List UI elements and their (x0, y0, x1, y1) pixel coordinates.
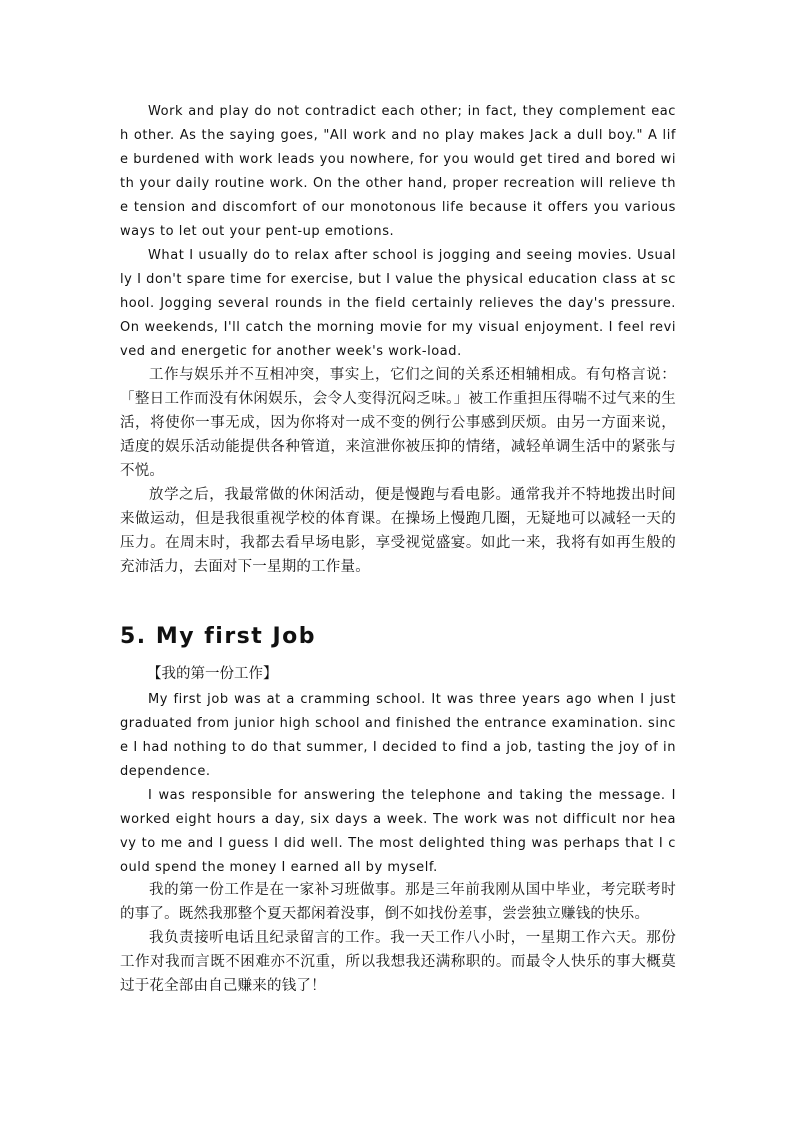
paragraph: 我负责接听电话且纪录留言的工作。我一天工作八小时，一星期工作六天。那份工作对我而言既不困难亦不沉重，所以我想我还满称职的。而最令人快乐的事大概莫过于花全部由自己赚来的钱了！ (120, 930, 676, 994)
paragraph: 我的第一份工作是在一家补习班做事。那是三年前我刚从国中毕业，考完联考时的事了。既然我那整个夏天都闲着没事，倒不如找份差事，尝尝独立赚钱的快乐。 (120, 882, 676, 922)
section-subheading: 【我的第一份工作】 (147, 666, 278, 682)
section1-english-text (120, 100, 676, 364)
paragraph: Work and play do not contradict each other; in fact, they complement each other. As the saying goes, "All work and no play makes Jack a dull boy." A life burdened with work leads you nowhere, for you would get tired and bored with your daily routine work. On the other hand, proper recreation will relieve the tension and discomfort of our monotonous life because it offers you various ways to let out your pent-up emotions. (120, 104, 676, 239)
paragraph: My first job was at a cramming school. It was three years ago when I just graduated from junior high school and finished the entrance examination. since I had nothing to do that summer, I decided to find a job, tasting the joy of independence. (120, 692, 676, 779)
section-heading: 5. My first Job (120, 624, 316, 649)
paragraph: What I usually do to relax after school is jogging and seeing movies. Usually I don't spare time for exercise, but I value the physical education class at school. Jogging several rounds in the field certainly relieves the day's pressure. On weekends, I'll catch the morning movie for my visual enjoyment. I feel revived and energetic for another week's work-load. (120, 248, 676, 359)
paragraph: 放学之后，我最常做的休闲活动，便是慢跑与看电影。通常我并不特地拨出时间来做运动，但是我很重视学校的体育课。在操场上慢跑几圈，无疑地可以减轻一天的压力。在周末时，我都去看早场电影，享受视觉盛宴。如此一来，我将有如再生般的充沛活力，去面对下一星期的工作量。 (120, 487, 676, 575)
section1-chinese-text (120, 363, 676, 579)
section2-english-text (120, 688, 676, 880)
paragraph: I was responsible for answering the telephone and taking the message. I worked eight hours a day, six days a week. The work was not difficult nor heavy to me and I guess I did well. The most delighted thing was perhaps that I could spend the money I earned all by myself. (120, 788, 676, 875)
section2-chinese-text (120, 878, 676, 998)
paragraph: 工作与娱乐并不互相冲突，事实上，它们之间的关系还相辅相成。有句格言说：「整日工作而没有休闲娱乐，会令人变得沉闷乏味。」被工作重担压得喘不过气来的生活，将使你一事无成，因为你将对一成不变的例行公事感到厌烦。由另一方面来说，适度的娱乐活动能提供各种管道，来渲泄你被压抑的情绪，减轻单调生活中的紧张与不悦。 (120, 367, 676, 479)
